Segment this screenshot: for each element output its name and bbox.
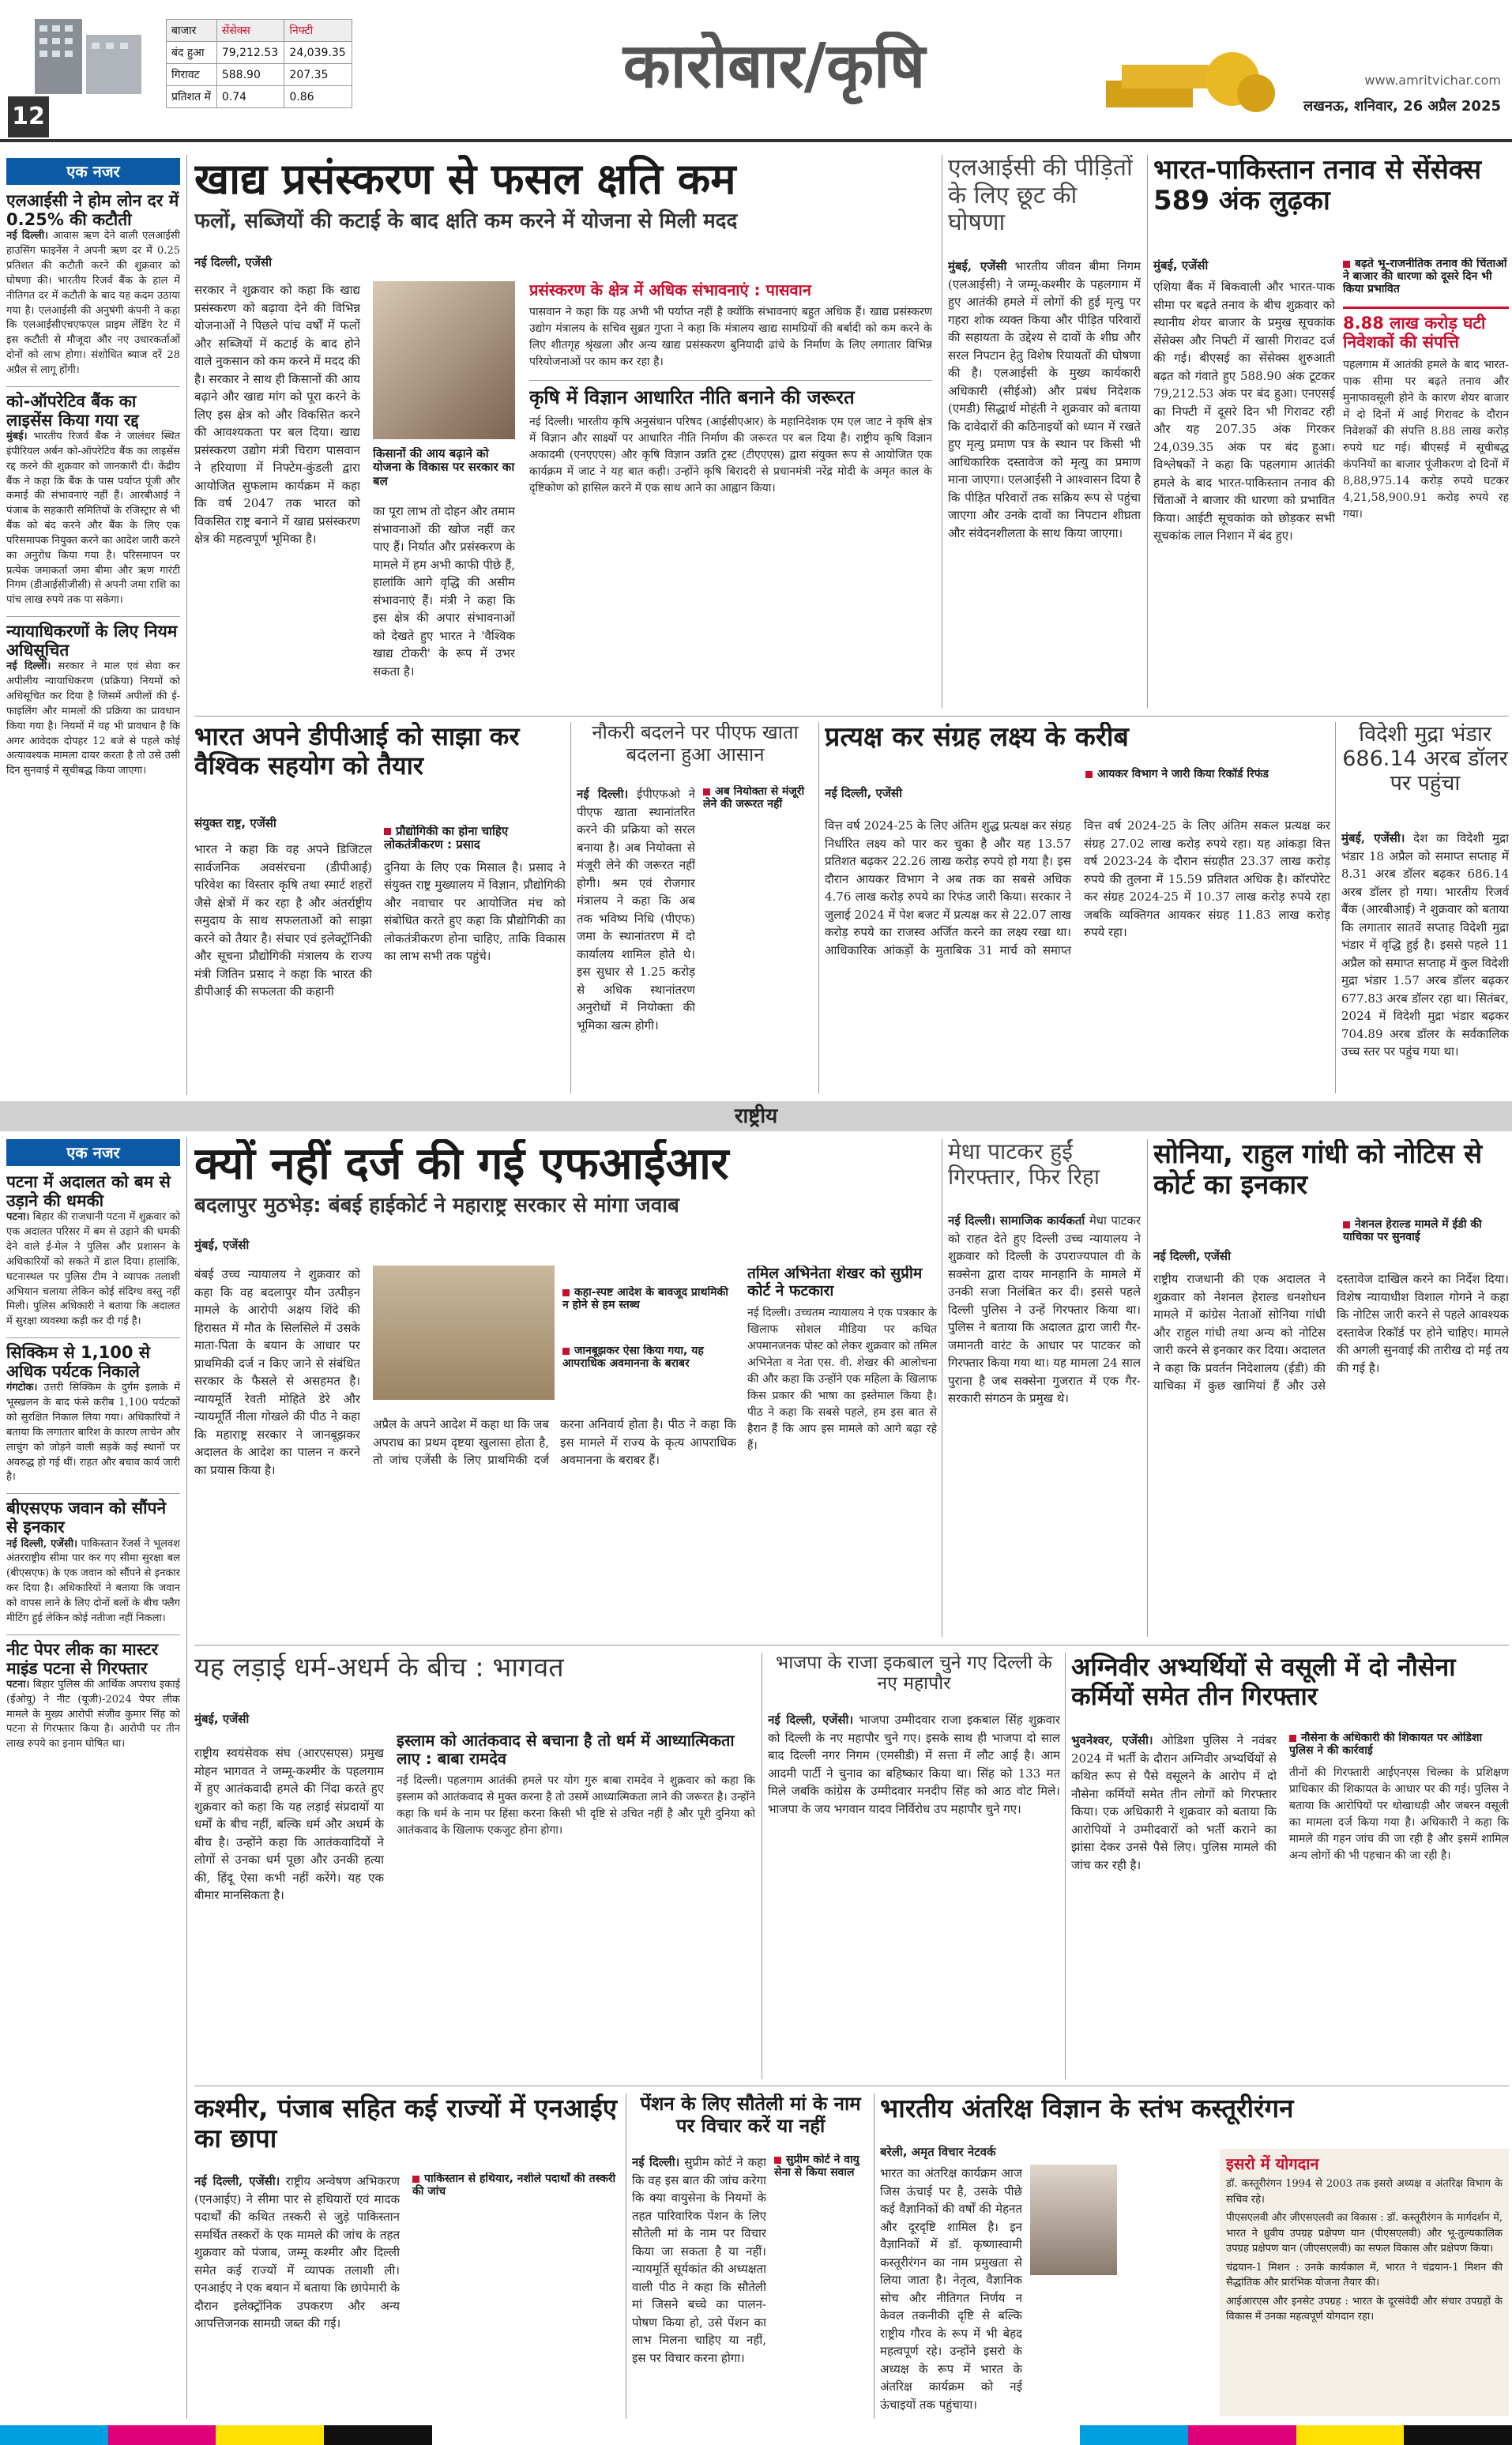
dpi-text: भारत ने कहा कि वह अपने डिजिटल सार्वजनिक अवसंरचना (डीपीआई) परिवेश का विस्तार कृषि तथा स्मार्ट शहरों जैसे क्षेत्रों में कर रहा है और अंतर्राष्ट्रीय समुदाय के साथ सफलताओं को साझा करने को तैयार है। संचार एवं इलेक्ट्रॉनिकी और सूचना प्रौद्योगिकी मंत्रालय के राज्य मंत्री जितिन प्रसाद ने कहा कि भारत की डीपीआई की सफलता की कहानी [194,842,372,999]
pf-byline: नई दिल्ली। [577,787,629,801]
agniveer-headline: अग्निवीर अभ्यर्थियों से वसूली में दो नौसेना कर्मियों समेत तीन गिरफ्तार [1071,1653,1456,1711]
mayor-story [768,1653,1060,2079]
pf-pull-quote: अब नियोक्ता से मंजूरी लेने की जरूरत नहीं [703,785,805,811]
lead-text: सरकार ने शुक्रवार को कहा कि खाद्य प्रसंस्करण को बढ़ावा देने की विभिन्न योजनाओं ने पिछले पांच वर्षों में फलों और सब्जियों में कटाई के बाद होने वाले नुकसान को कम करने में मदद की है। सरकार ने साथ ही किसानों की आय बढ़ाने और खाद्य मांग को पूरा करने के लिए इस क्षेत्र को और विकसित करने की आवश्यकता पर बल दिया। खाद्य प्रसंस्करण उद्योग मंत्री चिराग पासवान ने हरियाणा में निफ्टेम-कुंडली द्वारा आयोजित सुफलाम कार्यक्रम में कहा कि वर्ष 2047 तक भारत को विकसित राष्ट्र बनाने में खाद्य प्रसंस्करण क्षेत्र की महत्वपूर्ण भूमिका है। [194,283,360,546]
column-divider [1147,155,1148,708]
column-divider [1335,722,1336,1093]
brief-title: को-ऑपरेटिव बैंक का लाइसेंस किया गया रद्द [6,391,139,430]
brief-text: उत्तरी सिक्किम के दुर्गम इलाके में भूस्खलन के बाद फंसे करीब 1,100 पर्यटकों को सुरक्षित निकाल लिया गया। अधिकारियों ने बताया कि लगातार बारिश के कारण लाचेन और लाचुंग को जोड़ने वाली सड़कें कई स्थानों पर अवरुद्ध हो गई थीं। राहत और बचाव कार्य जारी है। [6,1382,180,1484]
lead-side-box [529,281,932,700]
forex-text: देश का विदेशी मुद्रा भंडार 18 अप्रैल को समाप्त सप्ताह में 8.31 अरब डॉलर बढ़कर 686.14 अरब डॉलर हो गया। भारतीय रिजर्व बैंक (आरबीआई) ने शुक्रवार को बताया कि लगातार सातवें सप्ताह विदेशी मुद्रा भंडार में वृद्धि हुई है। इससे पहले 11 अप्रैल को समाप्त सप्ताह में कुल विदेशी मुद्रा भंडार 1.57 अरब डॉलर बढ़कर 677.83 अरब डॉलर रहा था। सितंबर, 2024 में विदेशी मुद्रा भंडार बढ़कर 704.89 अरब डॉलर के सर्वकालिक उच्च स्तर पर पहुंच गया था। [1341,831,1509,1059]
lead-story [194,155,937,708]
fir-text-continued: अप्रैल के अपने आदेश में कहा था कि जब अपराध का प्रथम दृष्टया खुलासा होता है, तो जांच एजेंसी के लिए प्राथमिकी दर्ज करना अनिवार्य होता है। पीठ ने कहा कि इस मामले में राज्य के कृत्य आपराधिक अवमानना के बराबर हैं। [373,1417,736,1467]
lic-headline: एलआईसी की पीड़ितों के लिए छूट की घोषणा [948,155,1133,236]
brief-item [6,1634,180,1753]
medha-story [948,1139,1141,1637]
isro-text: भारत का अंतरिक्ष कार्यक्रम आज जिस ऊंचाई पर है, उसके पीछे कई वैज्ञानिकों की वर्षों की मेहनत और दूरदृष्टि शामिल है। इन वैज्ञानिकों में डॉ. कृष्णास्वामी कस्तूरीरंगन का नाम प्रमुखता से लिया जाता है। नेतृत्व, वैज्ञानिक सोच और नीतिगत निर्णय न केवल तकनीकी दृष्टि से बल्कि राष्ट्रीय गौरव के रूप में भी बेहद महत्वपूर्ण रहे। उन्होंने इसरो के अध्यक्ष के रूप में भारत के अंतरिक्ष कार्यक्रम को नई ऊंचाइयों तक पहुंचाया। [880,2166,1022,2412]
sensex-headline: भारत-पाकिस्तान तनाव से सेंसेक्स 589 अंक लुढ़का [1153,155,1482,217]
isro-headline: भारतीय अंतरिक्ष विज्ञान के स्तंभ कस्तूरीरंगन [880,2093,1294,2123]
market-cell: बंद हुआ [167,42,217,64]
brief-text: बिहार की राजधानी पटना में शुक्रवार को एक अदालत परिसर में बम से उड़ाने की धमकी देने वाले ई-मेल ने पुलिस और प्रशासन के अधिकारियों को सकते में डाल दिया। हालांकि, घटनास्थल पर पुलिस टीम ने व्यापक तलाशी अभियान चलाया लेकिन कोई संदिग्ध वस्तु नहीं मिली। पुलिस अधिकारी ने बताया कि अदालत में सुरक्षा व्यवस्था कड़ी कर दी गई है। [6,1211,180,1328]
tax-headline: प्रत्यक्ष कर संग्रह लक्ष्य के करीब [825,722,1129,753]
lead-byline: नई दिल्ली, एजेंसी [194,255,272,269]
pf-headline: नौकरी बदलने पर पीएफ खाता बदलना हुआ आसान [592,722,799,765]
dateline: लखनऊ, शनिवार, 26 अप्रैल 2025 [1303,98,1501,115]
fir-bullet: जानबूझकर ऐसा किया गया, यह आपराधिक अवमानना के बराबर [562,1345,736,1370]
section-title: कारोबार/कृषि [622,32,926,102]
column-divider [186,155,187,1095]
sub2-text: नई दिल्ली। भारतीय कृषि अनुसंधान परिषद (आईसीएआर) के महानिदेशक एम एल जाट ने कृषि क्षेत्र में विज्ञान और साक्ष्यों पर आधारित नीति निर्माण की जरूरत पर बल दिया है। राष्ट्रीय कृषि विज्ञान अकादमी (एनएएएस) और कृषि विज्ञान उन्नति ट्रस्ट (टीएएएस) द्वारा संयुक्त रूप से आयोजित एक कार्यक्रम में जाट ने यह बात कही। उन्होंने कृषि बिरादरी से प्रधानमंत्री नरेंद्र मोदी के अमृत काल के दृष्टिकोण को हासिल करने में एक साथ आने का आह्वान किया। [529,415,932,495]
fir-side-box [747,1266,937,1633]
market-table [166,19,352,108]
mayor-byline: नई दिल्ली, एजेंसी। [768,1713,854,1727]
brief-item [6,191,180,378]
court-photo [373,1266,555,1400]
dpi-text-continued: दुनिया के लिए एक मिसाल है। प्रसाद ने संयुक्त राष्ट्र मुख्यालय में विज्ञान, प्रौद्योगिकी और नवाचार पर आयोजित मंच को संबोधित करते हुए कहा कि प्रौद्योगिकी का लोकतंत्रीकरण होना चाहिए, ताकि विकास का लाभ सभी तक पहुंचे। [384,860,566,963]
side-title: तमिल अभिनेता शेखर को सुप्रीम कोर्ट ने फटकारा [747,1266,923,1300]
dpi-pull-quote: प्रौद्योगिकी का होना चाहिए लोकतंत्रीकरण : प्रसाद [384,825,566,852]
brief-title: नीट पेपर लीक का मास्टर माइंड पटना से गिरफ्तार [6,1639,159,1678]
brief-item [6,386,180,608]
fir-byline: मुंबई, एजेंसी [194,1238,250,1252]
fir-text: बंबई उच्च न्यायालय ने शुक्रवार को कहा कि वह बदलापुर यौन उत्पीड़न मामले के आरोपी अक्षय शिंदे की हिरासत में मौत के सिलसिले में उसके माता-पिता के बयान के आधार पर प्राथमिकी दर्ज न किए जाने से संबंधित सरकार के फैसले से असहमत है। न्यायमूर्ति रेवती मोहिते डेरे और न्यायमूर्ति नीला गोखले की पीठ ने कहा कि महाराष्ट्र सरकार ने जानबूझकर अदालत के आदेश का पालन न करने का प्रयास किया है। [194,1267,360,1477]
pension-story [632,2093,869,2419]
pf-text: ईपीएफओ ने पीएफ खाता स्थानांतरित करने की प्रक्रिया को सरल बनाया है। अब नियोक्ता से मंजूरी लेने की जरूरत नहीं होगी। श्रम एवं रोजगार मंत्रालय ने कहा कि अब तक भविष्य निधि (पीएफ) जमा के स्थानांतरण में दो कार्यालय शामिल होते थे। इस सुधार से 1.25 करोड़ से अधिक स्थानांतरण अनुरोधों में नियोक्ता की भूमिका खत्म होगी। [577,787,695,1033]
market-cell: प्रतिशत में [167,86,217,108]
bhagwat-text: राष्ट्रीय स्वयंसेवक संघ (आरएसएस) प्रमुख मोहन भागवत ने जम्मू-कश्मीर के पहलगाम में हुए आतंकवादी हमले की निंदा करते हुए शुक्रवार को कहा कि यह लड़ाई संप्रदायों या धर्मों के बीच नहीं, बल्कि धर्म और अधर्म के बीच है। उन्होंने कहा कि आतंकवादियों ने लोगों से उनका धर्म पूछा और उनकी हत्या की, हिंदू ऐसा कभी नहीं करेंगे। यह एक बीमार मानसिकता है। [194,1746,384,1902]
ramdev-box [397,1732,755,2076]
ek-nazar-badge: एक नजर [6,1139,180,1166]
brief-byline: नई दिल्ली। [6,660,51,673]
market-cell: 79,212.53 [216,42,284,64]
national-band [0,1101,1512,1131]
side-title: इस्लाम को आतंकवाद से बचाना है तो धर्म में आध्यात्मिकता लाए : बाबा रामदेव [397,1732,735,1768]
sonia-bullet: नेशनल हेराल्ड मामले में ईडी की याचिका पर सुनवाई [1343,1218,1509,1243]
ek-nazar-badge: एक नजर [6,158,180,185]
nia-text: राष्ट्रीय अन्वेषण अभिकरण (एनआईए) ने सीमा पार से हथियारों एवं मादक पदार्थों की कथित तस्करी से जुड़े पाकिस्तान समर्थित तस्करों के एक मामले की जांच के तहत शुक्रवार को पंजाब, जम्मू कश्मीर और दिल्ली समेत कई राज्यों में व्यापक तलाशी ली। एनआईए ने एक बयान में बताया कि छापेमारी के दौरान इलेक्ट्रॉनिक उपकरण और अन्य आपत्तिजनक सामग्री जब्त की गई। [194,2174,400,2330]
box-item: डॉ. कस्तूरीरंगन 1994 से 2003 तक इसरो अध्यक्ष व अंतरिक्ष विभाग के सचिव रहे। [1226,2178,1503,2206]
investor-wealth-box [1343,307,1509,522]
dpi-headline: भारत अपने डीपीआई को साझा कर वैश्विक सहयोग को तैयार [194,722,520,781]
market-cell: 207.35 [284,64,352,86]
pf-story [577,722,814,1093]
box-item: चंद्रयान-1 मिशन : उनके कार्यकाल में, भारत ने चंद्रयान-1 मिशन की सैद्धांतिक और प्रारंभिक योजना तैयार की। [1226,2261,1503,2289]
market-th: बाजार [167,20,217,42]
sensex-byline: मुंबई, एजेंसी [1153,258,1209,273]
pension-headline: पेंशन के लिए सौतेली मां के नाम पर विचार करें या नहीं [640,2093,861,2137]
brief-byline: नई दिल्ली, एजेंसी। [6,1537,78,1550]
market-cell: 0.74 [216,86,284,108]
print-color-bar [0,2425,1512,2445]
mayor-text: भाजपा उम्मीदवार राजा इकबाल सिंह शुक्रवार को दिल्ली के नए महापौर चुने गए। इसके साथ ही भाजपा दो साल बाद दिल्ली नगर निगम (एमसीडी) में सत्ता में लौट आई है। आम आदमी पार्टी ने चुनाव का बहिष्कार किया था। सिंह को 133 मत मिले जबकि कांग्रेस के उम्मीदवार मनदीप सिंह को आठ वोट मिले। भाजपा के जय भगवान यादव निर्विरोध उप महापौर चुने गए। [768,1713,1060,1816]
side-title: प्रसंस्करण के क्षेत्र में अधिक संभावनाएं : पासवान [529,281,811,299]
photo-caption: किसानों की आय बढ़ाने को योजना के विकास पर सरकार का बल [373,447,515,488]
column-divider [1065,1653,1066,2079]
forex-story [1341,722,1509,1093]
left-briefs-column-2 [6,1139,180,2419]
market-cell: 24,039.35 [284,42,352,64]
forex-headline: विदेशी मुद्रा भंडार 686.14 अरब डॉलर पर पहुंचा [1342,722,1508,796]
brief-byline: नई दिल्ली। [6,230,49,243]
medha-text: मेधा पाटकर को राहत देते हुए दिल्ली उच्च न्यायालय ने शुक्रवार को दिल्ली के उपराज्यपाल वी के सक्सेना द्वारा दायर मानहानि के मामले में उनकी सजा निलंबित कर दी। इससे पहले दिल्ली पुलिस ने उन्हें गिरफ्तार किया था। पुलिस ने बताया कि अदालत द्वारा जारी गैर-जमानती वारंट के आधार पर पाटकर को गिरफ्तार किया गया था। यह मामला 24 साल पुराना है जब सक्सेना गुजरात में एक गैर-सरकारी संगठन के प्रमुख थे। [948,1213,1141,1405]
lic-story [948,155,1141,708]
nia-headline: कश्मीर, पंजाब सहित कई राज्यों में एनआईए का छापा [194,2093,618,2153]
agniveer-text: ओडिशा पुलिस ने नवंबर 2024 में भर्ती के दौरान अग्निवीर अभ्यर्थियों से कथित रूप से पैसे वसूलने के आरोप में दो नौसेना कर्मियों समेत तीन लोगों को गिरफ्तार किया। एक अधिकारी ने शुक्रवार को बताया कि आरोपियों ने उम्मीदवारों को भर्ती कराने का झांसा देकर उनसे पैसे लिए। पुलिस मामले की जांच कर रही है। [1071,1733,1277,1872]
gold-coins-icon [1098,32,1280,118]
brief-title: सिक्किम से 1,100 से अधिक पर्यटक निकाले [6,1343,150,1382]
brief-text: बिहार पुलिस की आर्थिक अपराध इकाई (ईओयू) ने नीट (यूजी)-2024 पेपर लीक मामले के मुख्य आरोपी संजीव कुमार सिंह को पटना से गिरफ्तार किया है। आरोपी पर तीन लाख रुपये का इनाम घोषित था। [6,1678,180,1751]
agniveer-byline: भुवनेश्वर, एजेंसी। [1071,1733,1153,1747]
dpi-byline: संयुक्त राष्ट्र, एजेंसी [194,816,276,830]
sonia-text: राष्ट्रीय राजधानी की एक अदालत ने शुक्रवार को नेशनल हेराल्ड धनशोधन मामले में कांग्रेस नेताओं सोनिया गांधी और राहुल गांधी तथा अन्य को नोटिस जारी करने से इनकार कर दिया। अदालत ने कहा कि प्रवर्तन निदेशालय (ईडी) की याचिका में कुछ खामियां हैं और उसे दस्तावेज दाखिल करने का निर्देश दिया। विशेष न्यायाधीश विशाल गोगने ने कहा कि नोटिस जारी करने से पहले आवश्यक दस्तावेज रिकॉर्ड पर होने चाहिए। मामले की अगली सुनवाई की तारीख दो मई तय की गई है। [1153,1272,1509,1394]
lead-headline: खाद्य प्रसंस्करण से फसल क्षति कम [194,155,736,204]
box-text: पहलगाम में आतंकी हमले के बाद भारत-पाक सीमा पर बढ़ते तनाव और मुनाफावसूली होने के कारण शेयर बाजार में दो दिनों में आई गिरावट के दौरान निवेशकों की संपत्ति 8.88 लाख करोड़ रुपये घट गई। बीएसई में सूचीबद्ध कंपनियों का बाजार पूंजीकरण दो दिनों में 8,88,975.14 करोड़ रुपये घटकर 4,21,58,900.91 करोड़ रुपये रह गया। [1343,358,1509,521]
header-rule [0,139,1512,142]
column-divider [570,722,571,1093]
isro-text-continued [1030,2283,1212,2416]
isro-story [880,2093,1509,2419]
side-text: पासवान ने कहा कि यह अभी भी पर्याप्त नहीं है क्योंकि संभावनाएं बहुत अधिक हैं। खाद्य प्रसंस्करण उद्योग मंत्रालय के सचिव सुब्रत गुप्ता ने कहा कि मंत्रालय खाद्य सामग्रियों की बर्बादी को कम करने के लिए शीतगृह श्रृंखला और अन्य खाद्य प्रसंस्करण बुनियादी ढांचे के निर्माण के लिए लगातार विभिन्न परियोजनाओं पर काम कर रहा है। [529,306,932,368]
sensex-text: एशिया बैंक में बिकवाली और भारत-पाक सीमा पर बढ़ते तनाव के बीच शुक्रवार को स्थानीय शेयर बाजार के प्रमुख सूचकांक सेंसेक्स और निफ्टी में खासी गिरावट दर्ज की गई। बीएसई का सेंसेक्स शुरुआती बढ़त को गंवाते हुए 588.90 अंक टूटकर 79,212.53 अंक पर बंद हुआ। एनएसई का निफ्टी में दूसरे दिन भी गिरावट रही और यह 207.35 अंक गिरकर 24,039.35 अंक पर बंद हुआ। विश्लेषकों ने कहा कि पहलगाम आतंकी हमले के बाद भारत-पाकिस्तान तनाव की चिंताओं ने बाजार की धारणा को प्रभावित किया। आईटी सूचकांक को छोड़कर सभी सूचकांक लाल निशान में बंद हुए। [1153,280,1335,543]
agniveer-story [1071,1653,1509,2079]
brief-title: पटना में अदालत को बम से उड़ाने की धमकी [6,1172,171,1211]
isro-byline: बरेली, अमृत विचार नेटवर्क [880,2145,996,2159]
sonia-byline: नई दिल्ली, एजेंसी [1153,1249,1231,1264]
brief-byline: पटना। [6,1211,30,1224]
brief-text: पाकिस्तान रेंजर्स ने भूलवश अंतरराष्ट्रीय सीमा पार कर गए सीमा सुरक्षा बल (बीएसएफ) के एक जवान को सौंपने से इनकार कर दिया है। अधिकारियों ने बताया कि जवान को वापस लाने के लिए दोनों बलों के बीच फ्लैग मीटिंग हुई लेकिन कोई नतीजा नहीं निकला। [6,1537,180,1624]
brief-byline: पटना। [6,1678,30,1691]
lead-subhead: फलों, सब्जियों की कटाई के बाद क्षति कम करने में योजना से मिली मदद [194,209,738,233]
market-th: सेंसेक्स [216,20,284,42]
sensex-bullet: बढ़ते भू-राजनीतिक तनाव की चिंताओं ने बाजार की धारणा को दूसरे दिन भी किया प्रभावित [1343,258,1509,295]
forex-byline: मुंबई, एजेंसी। [1341,831,1405,845]
brief-item [6,1172,180,1330]
box-title: इसरो में योगदान [1226,2154,1319,2173]
sonia-headline: सोनिया, राहुल गांधी को नोटिस से कोर्ट का इनकार [1153,1139,1483,1202]
row-divider [194,1645,1509,1646]
bhagwat-byline: मुंबई, एजेंसी [194,1712,250,1726]
column-divider [818,722,819,1093]
box-title: नौसेना के अधिकारी की शिकायत पर ओडिशा पुलिस ने की कार्रवाई [1289,1732,1509,1757]
mayor-headline: भाजपा के राजा इकबाल चुने गए दिल्ली के नए महापौर [776,1653,1052,1695]
national-label: राष्ट्रीय [734,1104,778,1128]
navy-box [1289,1732,1509,2079]
box-text: तीनों की गिरफ्तारी आईएनएस चिल्का के प्रशिक्षण प्राधिकार की शिकायत के आधार पर की गई। पुलिस ने बताया कि आरोपियों पर धोखाधड़ी और जबरन वसूली का मामला दर्ज किया गया है। अधिकारी ने कहा कि मामले की गहन जांच की जा रही है और इसमें शामिल अन्य लोगों की भी पहचान की जा रही है। [1289,1766,1509,1863]
fir-headline: क्यों नहीं दर्ज की गई एफआईआर [194,1139,729,1190]
dpi-story [194,722,566,1093]
brief-item [6,1493,180,1626]
brief-text: सरकार ने माल एवं सेवा कर अपीलीय न्यायाधिकरण (प्रक्रिया) नियमों को अधिसूचित कर दिया है जिसमें अपीलों की ई-फाइलिंग और मामलों की प्रक्रिया का प्रावधान किया गया है। नियमों में यह भी प्रावधान है कि अगर आवेदक दोपहर 12 बजे से पहले कोई अत्यावश्यक मामला दायर करता है तो उसे उसी दिन सुनवाई में सूचीबद्ध किया जाएगा। [6,660,180,777]
brief-byline: गंगटोक। [6,1382,38,1394]
fir-bullet: कहा-स्पष्ट आदेश के बावजूद प्राथमिकी न होने से हम स्तब्ध [562,1286,736,1311]
box-item: आईआरएस और इनसेट उपग्रह : भारत के दूरसंवेदी और संचार उपग्रहों के विकास में उनका महत्वपूर्ण योगदान रहा। [1226,2295,1503,2323]
sensex-story [1153,155,1509,708]
fir-subhead: बदलापुर मुठभेड़: बंबई हाईकोर्ट ने महाराष्ट्र सरकार से मांगा जवाब [194,1194,679,1217]
box-title: 8.88 लाख करोड़ घटी निवेशकों की संपत्ति [1343,314,1486,352]
lead-text-continued: का पूरा लाभ तो दोहन और तमाम संभावनाओं की खोज नहीं कर पाए हैं। निर्यात और प्रसंस्करण के मामले में हम अभी काफी पीछे हैं, हालांकि आगे वृद्धि की असीम संभावनाएं हैं। मंत्री ने कहा कि इस क्षेत्र की अपार संभावनाओं को देखते हुए भारत ने 'वैश्विक खाद्य टोकरी' के रूप में उभर सकता है। [373,504,515,679]
minister-photo [373,281,515,439]
tax-byline: नई दिल्ली, एजेंसी [825,786,902,801]
isro-contribution-box [1220,2149,1509,2416]
bse-building-icon [11,11,153,98]
market-th: निफ्टी [284,20,352,42]
brief-title: न्यायाधिकरणों के लिए नियम अधिसूचित [6,622,178,660]
scientist-photo [1030,2165,1117,2275]
medha-headline: मेधा पाटकर हुईं गिरफ्तार, फिर रिहा [948,1139,1100,1191]
nia-byline: नई दिल्ली, एजेंसी। [194,2174,280,2188]
lic-text: भारतीय जीवन बीमा निगम (एलआईसी) ने जम्मू-कश्मीर के पहलगाम में हुए आतंकी हमले में लोगों की हुई मृत्यु पर गहरा शोक व्यक्त किया और पीड़ित परिवारों की सहायता के उद्देश्य से दावों के शीघ्र और सरल निपटान हेतु विशेष रियायतों की घोषणा की है। एलआईसी के मुख्य कार्यकारी अधिकारी (सीईओ) और प्रबंध निदेशक (एमडी) सिद्धार्थ मोहंती ने शुक्रवार को बताया कि दावेदारों की कठिनाइयों को ध्यान में रखते हुए मृत्यु प्रमाण पत्र के स्थान पर किसी भी आधिकारिक दस्तावेज को मृत्यु का प्रमाण माना जाएगा। एलआईसी ने आश्वासन दिया है कि पीड़ित परिवारों तक सक्रिय रूप से पहुंचा जाएगा और उनके दावों का निपटान शीघ्रता और संवेदनशीलता के साथ किया जाएगा। [948,259,1141,540]
column-divider [186,1138,187,2419]
nia-story [194,2093,621,2419]
box-item: पीएसएलवी और जीएसएलवी का विकास : डॉ. कस्तूरीरंगन के मार्गदर्शन में, भारत ने ध्रुवीय उपग्रह प्रक्षेपण यान (पीएसएलवी) और भू-तुल्यकालिक उपग्रह प्रक्षेपण यान (जीएसएलवी) का सफल विकास और प्रक्षेपण किया। [1226,2212,1503,2255]
left-briefs-column [6,158,180,1094]
sub2-title: कृषि में विज्ञान आधारित नीति बनाने की जरूरत [529,386,855,408]
column-divider [1147,1139,1148,1637]
website[interactable]: www.amritvichar.com [1364,73,1501,88]
medha-byline: नई दिल्ली। सामाजिक कार्यकर्ता [948,1213,1085,1228]
bhagwat-headline: यह लड़ाई धर्म-अधर्म के बीच : भागवत [194,1653,564,1683]
tax-bullet: आयकर विभाग ने जारी किया रिकॉर्ड रिफंड [1085,768,1330,781]
page-number: 12 [8,96,49,137]
pension-text: सुप्रीम कोर्ट ने कहा कि वह इस बात की जांच करेगा कि क्या वायुसेना के नियमों के तहत पारिवारिक पेंशन के लिए सौतेली मां के नाम पर विचार किया जा सकता है या नहीं। न्यायमूर्ति सूर्यकांत की अध्यक्षता वाली पीठ ने कहा कि सौतेली मां जिसने बच्चे का पालन-पोषण किया हो, उसे पेंशन का लाभ मिलना चाहिए या नहीं, इस पर विचार करना होगा। [632,2155,766,2365]
pension-byline: नई दिल्ली। [632,2155,680,2169]
fir-story [194,1139,937,1637]
side-text: नई दिल्ली। उच्चतम न्यायालय ने एक पत्रकार के खिलाफ सोशल मीडिया पर कथित अपमानजनक पोस्ट को लेकर शुक्रवार को तमिल अभिनेता व नेता एस. वी. शेखर की आलोचना की और कहा कि उन्होंने एक महिला के खिलाफ किस प्रकार की भाषा का इस्तेमाल किया है। पीठ ने कहा कि सबसे पहले, हम इस बात से हैरान हैं कि आप इस मामले को आगे बढ़ा रहे हैं। [747,1306,937,1452]
lic-byline: मुंबई, एजेंसी [948,259,1007,273]
nia-pull-quote: पाकिस्तान से हथियार, नशीले पदार्थों की तस्करी की जांच [412,2172,618,2198]
brief-title: बीएसएफ जवान को सौंपने से इनकार [6,1499,167,1537]
brief-text: आवास ऋण देने वाली एलआईसी हाउसिंग फाइनेंस ने अपनी ऋण दर में 0.25 प्रतिशत की कटौती करने की शुक्रवार को घोषणा की। भारतीय रिजर्व बैंक के हाल में नीतिगत दर में कटौती के बाद यह कदम उठाया गया है। एलआईसी की अनुषंगी कंपनी ने कहा कि एलआईसीएचएफएल प्राइम लेंडिंग रेट में इस कटौती से मौजूदा और नए उधारकर्ताओं दोनों को लाभ होगा। संशोधित ब्याज दरें 28 अप्रैल से लागू होंगी। [6,230,180,376]
market-cell: 588.90 [216,64,284,86]
tax-text: वित्त वर्ष 2024-25 के लिए अंतिम शुद्ध प्रत्यक्ष कर संग्रह निर्धारित लक्ष्य को पार कर चुका है और यह 13.57 प्रतिशत बढ़कर 22.26 लाख करोड़ रुपये हो गया है। इस दौरान आयकर विभाग ने अब तक का सबसे अधिक 4.76 लाख करोड़ रुपये का रिफंड जारी किया। सरकार ने जुलाई 2024 में पेश बजट में प्रत्यक्ष कर से 22.07 लाख करोड़ रुपये का राजस्व अर्जित करने का लक्ष्य रखा था। आधिकारिक आंकड़ों के मुताबिक 31 मार्च को समाप्त वित्त वर्ष 2024-25 के लिए अंतिम सकल प्रत्यक्ष कर संग्रह 27.02 लाख करोड़ रुपये रहा। यह आंकड़ा वित्त वर्ष 2023-24 के दौरान संग्रहीत 23.37 लाख करोड़ रुपये की तुलना में 15.59 प्रतिशत अधिक है। कॉरपोरेट कर संग्रह 2024-25 में 10.37 लाख करोड़ रुपये रहा जबकि व्यक्तिगत आयकर संग्रह 11.83 लाख करोड़ रुपये रहा। [825,818,1330,957]
brief-item [6,1337,180,1485]
sonia-story [1153,1139,1509,1637]
pension-pull-quote: सुप्रीम कोर्ट ने वायु सेना से किया सवाल [774,2153,869,2179]
bhagwat-story [194,1653,755,2079]
brief-text: भारतीय रिजर्व बैंक ने जालंधर स्थित इंपीरियल अर्बन को-ऑपरेटिव बैंक का लाइसेंस रद्द करने की शुक्रवार को जानकारी दी। केंद्रीय बैंक ने कहा कि बैंक के पास पर्याप्त पूंजी और कमाई की संभावनाएं नहीं हैं। आरबीआई ने पंजाब के सहकारी समितियों के रजिस्ट्रार से भी बैंक को बंद करने और बैंक के लिए एक परिसमापक नियुक्त करने का आदेश जारी करने का अनुरोध किया गया है। परिसमापन पर प्रत्येक जमाकर्ता जमा बीमा और ऋण गारंटी निगम (डीआईसीजीसी) से अपनी जमा राशि का पांच लाख रुपये तक पा सकेगा। [6,431,180,607]
market-cell: गिरावट [167,64,217,86]
brief-item [6,616,180,779]
row-divider [194,716,1509,717]
brief-byline: मुंबई। [6,431,28,442]
side-text: नई दिल्ली। पहलगाम आतंकी हमले पर योग गुरु बाबा रामदेव ने शुक्रवार को कहा कि इस्लाम को आतंकवाद से मुक्त करना है तो उसमें आध्यात्मिकता लाने की जरूरत है। उन्होंने कहा कि धर्म के नाम पर हिंसा करना किसी भी दृष्टि से उचित नहीं है और पूरी दुनिया को आतंकवाद के खिलाफ एकजुट होना होगा। [397,1774,755,1837]
brief-title: एलआईसी ने होम लोन दर में 0.25% की कटौती [6,191,179,230]
market-cell: 0.86 [284,86,352,108]
masthead [0,0,1512,147]
tax-story [825,722,1330,1093]
